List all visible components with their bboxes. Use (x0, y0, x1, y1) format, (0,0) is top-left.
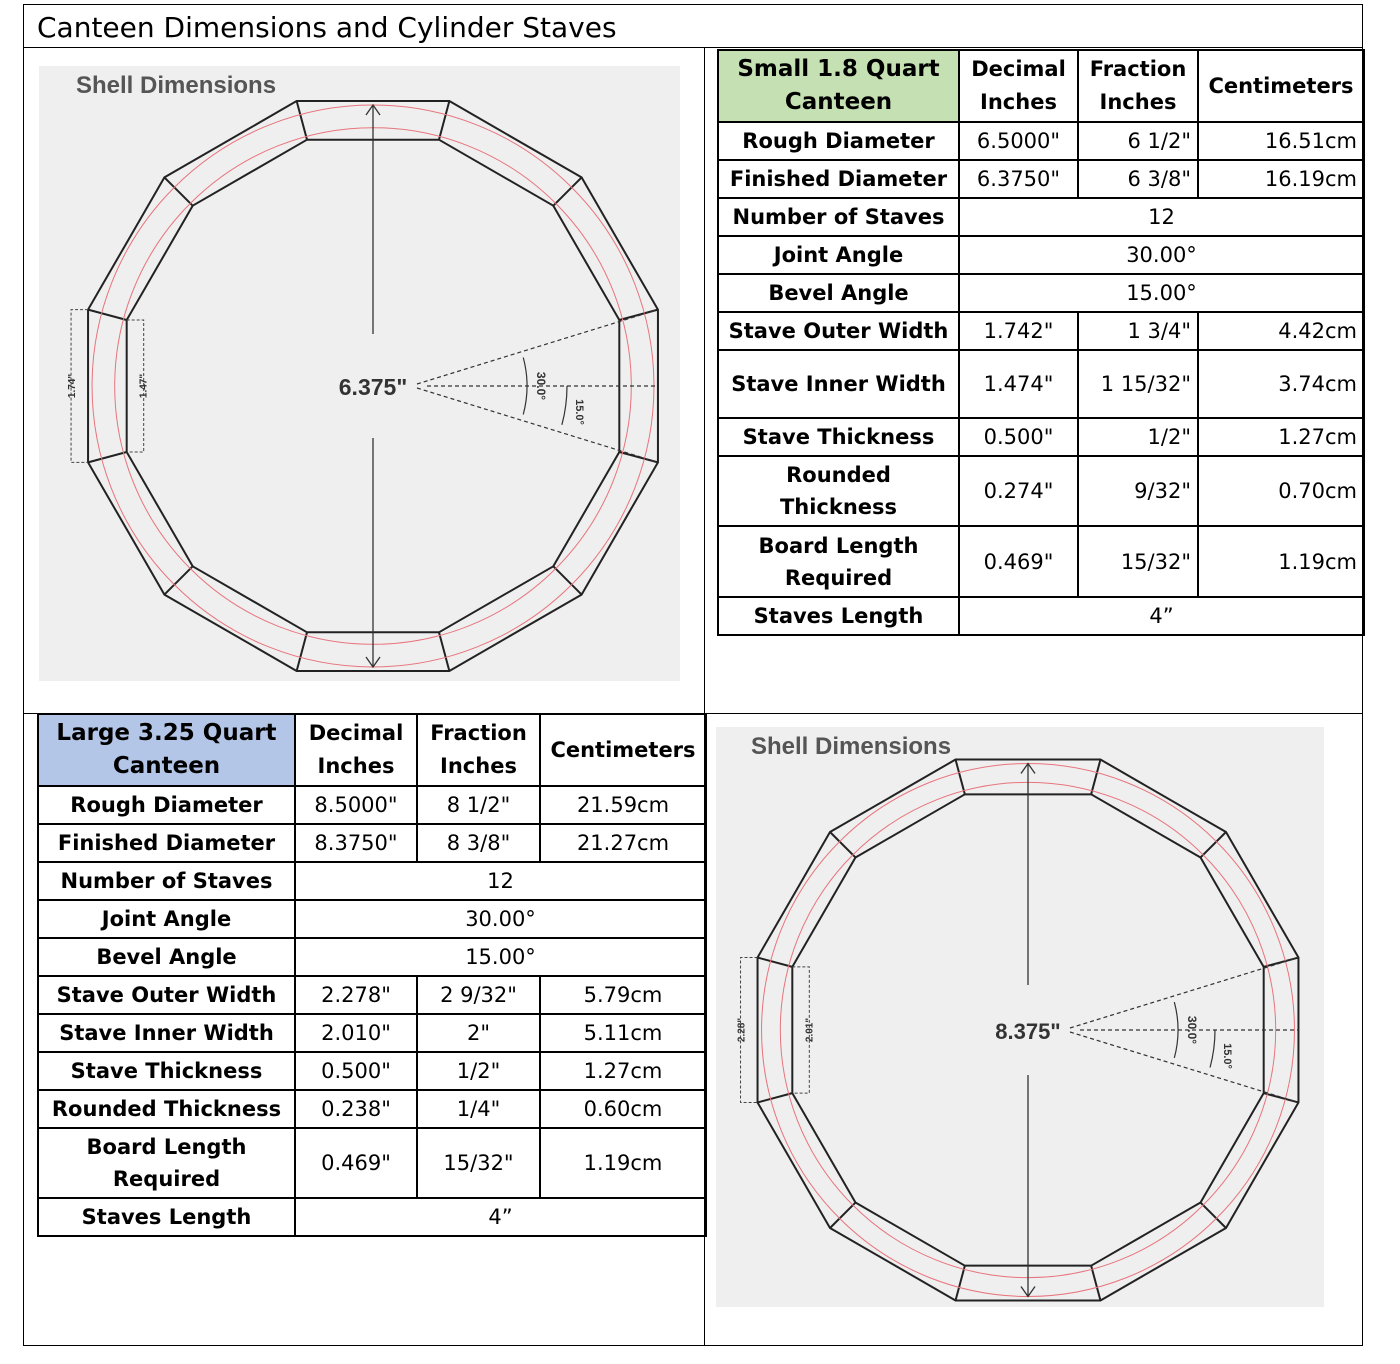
table-row (38, 900, 706, 938)
table-row (718, 418, 1364, 456)
centimeters-cell: 21.27cm (540, 824, 706, 862)
centimeters-cell: 1.19cm (1198, 526, 1364, 597)
bevel-angle-arc (1210, 1030, 1215, 1068)
table-row (718, 597, 1364, 635)
row-label: Number of Staves (718, 198, 959, 236)
fraction-inches-cell: 6 1/2" (1078, 122, 1198, 160)
joint-angle-label: 30.0° (534, 371, 548, 401)
fraction-inches-cell: 15/32" (1078, 526, 1198, 597)
table-row (718, 160, 1364, 198)
fraction-inches-cell: 9/32" (1078, 456, 1198, 526)
fraction-inches-cell: 1/2" (417, 1052, 540, 1090)
centimeters-cell: 1.27cm (1198, 418, 1364, 456)
centimeters-cell: 0.60cm (540, 1090, 706, 1128)
decimal-inches-cell: 6.5000" (959, 122, 1078, 160)
row-label: Stave Outer Width (38, 976, 295, 1014)
row-label: Joint Angle (718, 236, 959, 274)
table-row (38, 1198, 706, 1236)
column-header: Centimeters (1198, 50, 1364, 122)
fraction-inches-cell: 1/4" (417, 1090, 540, 1128)
bevel-angle-label: 15.0° (1221, 1043, 1233, 1069)
joint-angle-label: 30.0° (1185, 1015, 1199, 1045)
fraction-inches-cell: 1/2" (1078, 418, 1198, 456)
diameter-label: 8.375" (995, 1019, 1061, 1044)
stave-joint-line (830, 832, 855, 857)
decimal-inches-cell: 8.5000" (295, 786, 417, 824)
large-shell-drawing (716, 727, 1324, 1307)
stave-joint-line (1091, 760, 1100, 795)
stave-joint-line (956, 1266, 965, 1301)
table-row (718, 198, 1364, 236)
row-value: 30.00° (295, 900, 706, 938)
row-label: Number of Staves (38, 862, 295, 900)
centimeters-cell: 5.79cm (540, 976, 706, 1014)
table-row (38, 1128, 706, 1198)
large-shell-title: Shell Dimensions (751, 733, 952, 760)
stave-joint-line (297, 101, 307, 140)
row-value: 12 (959, 198, 1364, 236)
table-row (718, 312, 1364, 350)
row-value: 30.00° (959, 236, 1364, 274)
row-label: Stave Thickness (38, 1052, 295, 1090)
row-label: Bevel Angle (718, 274, 959, 312)
column-header: Fraction Inches (1078, 50, 1198, 122)
stave-joint-line (1201, 1203, 1226, 1228)
row-label: Joint Angle (38, 900, 295, 938)
table-row (38, 1090, 706, 1128)
row-value: 15.00° (295, 938, 706, 976)
table-row (38, 786, 706, 824)
stave-joint-line (758, 958, 793, 967)
row-value: 15.00° (959, 274, 1364, 312)
fraction-inches-cell: 8 3/8" (417, 824, 540, 862)
small-shell-drawing (39, 66, 680, 681)
table-row (38, 976, 706, 1014)
centimeters-cell: 4.42cm (1198, 312, 1364, 350)
table-row (38, 1052, 706, 1090)
stave-joint-line (758, 1093, 793, 1102)
fraction-inches-cell: 2 9/32" (417, 976, 540, 1014)
centimeters-cell: 3.74cm (1198, 350, 1364, 418)
fraction-inches-cell: 1 15/32" (1078, 350, 1198, 418)
fraction-inches-cell: 6 3/8" (1078, 160, 1198, 198)
centimeters-cell: 0.70cm (1198, 456, 1364, 526)
table-row (718, 526, 1364, 597)
small-shell-title: Shell Dimensions (76, 72, 277, 99)
stave-joint-line (164, 566, 192, 594)
centimeters-cell: 16.51cm (1198, 122, 1364, 160)
row-label: Stave Inner Width (38, 1014, 295, 1052)
inner-width-label: 1.47" (138, 373, 150, 399)
row-label: Board Length Required (718, 526, 959, 597)
small-shell-diagram (39, 66, 680, 681)
outer-width-label: 1.74" (67, 373, 79, 399)
table-row (38, 824, 706, 862)
row-label: Staves Length (718, 597, 959, 635)
fraction-inches-cell: 8 1/2" (417, 786, 540, 824)
row-label: Stave Thickness (718, 418, 959, 456)
table-row (718, 456, 1364, 526)
stave-joint-line (956, 760, 965, 795)
table-title-cell: Small 1.8 Quart Canteen (718, 50, 959, 122)
decimal-inches-cell: 0.500" (295, 1052, 417, 1090)
bevel-angle-label: 15.0° (573, 399, 585, 425)
page-title: Canteen Dimensions and Cylinder Staves (37, 11, 617, 44)
decimal-inches-cell: 6.3750" (959, 160, 1078, 198)
stave-joint-line (164, 177, 192, 205)
centimeters-cell: 1.19cm (540, 1128, 706, 1198)
row-label: Rounded Thickness (718, 456, 959, 526)
table-row (38, 1014, 706, 1052)
row-value: 12 (295, 862, 706, 900)
stave-joint-line (553, 566, 581, 594)
row-label: Rough Diameter (38, 786, 295, 824)
table-row (718, 274, 1364, 312)
small-canteen-table (717, 49, 1365, 636)
fraction-inches-cell: 1 3/4" (1078, 312, 1198, 350)
decimal-inches-cell: 0.500" (959, 418, 1078, 456)
decimal-inches-cell: 0.469" (959, 526, 1078, 597)
decimal-inches-cell: 0.469" (295, 1128, 417, 1198)
stave-joint-line (88, 452, 127, 462)
fraction-inches-cell: 2" (417, 1014, 540, 1052)
diameter-label: 6.375" (338, 374, 408, 400)
column-header: Centimeters (540, 714, 706, 786)
outer-width-label: 2.28" (736, 1017, 748, 1043)
row-value: 4” (959, 597, 1364, 635)
table-row (718, 350, 1364, 418)
fraction-inches-cell: 15/32" (417, 1128, 540, 1198)
row-label: Rounded Thickness (38, 1090, 295, 1128)
centimeters-cell: 1.27cm (540, 1052, 706, 1090)
row-label: Stave Outer Width (718, 312, 959, 350)
column-header: Fraction Inches (417, 714, 540, 786)
row-label: Staves Length (38, 1198, 295, 1236)
column-header: Decimal Inches (959, 50, 1078, 122)
stave-joint-line (297, 632, 307, 671)
row-value: 4” (295, 1198, 706, 1236)
row-label: Rough Diameter (718, 122, 959, 160)
stave-joint-line (88, 310, 127, 320)
table-row (718, 236, 1364, 274)
decimal-inches-cell: 2.278" (295, 976, 417, 1014)
row-label: Board Length Required (38, 1128, 295, 1198)
table-row (38, 938, 706, 976)
centimeters-cell: 21.59cm (540, 786, 706, 824)
stave-joint-line (1201, 832, 1226, 857)
stave-joint-line (553, 177, 581, 205)
centimeters-cell: 16.19cm (1198, 160, 1364, 198)
stave-joint-line (1091, 1266, 1100, 1301)
column-header: Decimal Inches (295, 714, 417, 786)
centimeters-cell: 5.11cm (540, 1014, 706, 1052)
table-header-row (718, 50, 1364, 122)
row-label: Bevel Angle (38, 938, 295, 976)
table-title-cell: Large 3.25 Quart Canteen (38, 714, 295, 786)
decimal-inches-cell: 2.010" (295, 1014, 417, 1052)
stave-joint-line (439, 101, 449, 140)
large-canteen-table (37, 713, 707, 1237)
decimal-inches-cell: 1.742" (959, 312, 1078, 350)
decimal-inches-cell: 8.3750" (295, 824, 417, 862)
table-row (38, 862, 706, 900)
decimal-inches-cell: 0.274" (959, 456, 1078, 526)
decimal-inches-cell: 0.238" (295, 1090, 417, 1128)
row-label: Finished Diameter (718, 160, 959, 198)
bevel-angle-arc (562, 386, 567, 425)
row-label: Finished Diameter (38, 824, 295, 862)
row-label: Stave Inner Width (718, 350, 959, 418)
table-header-row (38, 714, 706, 786)
table-row (718, 122, 1364, 160)
large-shell-diagram (716, 727, 1324, 1307)
decimal-inches-cell: 1.474" (959, 350, 1078, 418)
inner-width-label: 2.01" (804, 1017, 816, 1043)
stave-joint-line (439, 632, 449, 671)
stave-joint-line (830, 1203, 855, 1228)
